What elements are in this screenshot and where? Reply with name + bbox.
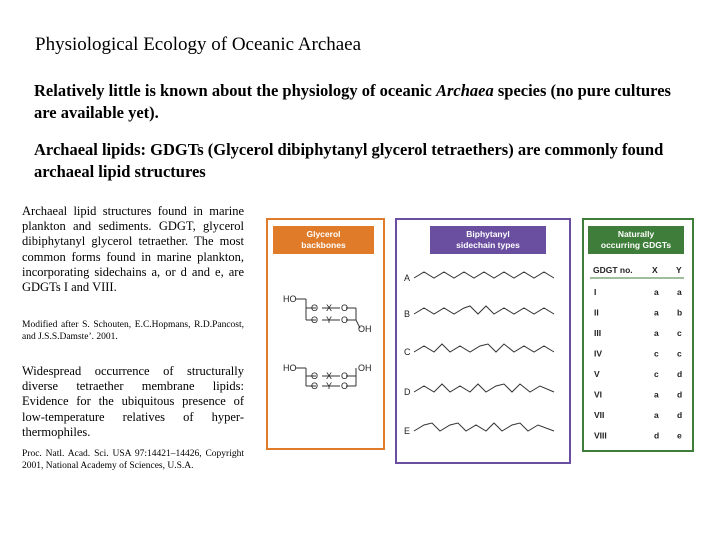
gdgt-table-cell: a: [654, 307, 659, 318]
o-label-2c: O: [341, 371, 349, 381]
gdgt-title-line2: occurring GDGTs: [600, 240, 672, 250]
gdgt-table-cell: d: [677, 410, 683, 420]
oh-label-2: OH: [358, 363, 372, 373]
gdgt-table-cell: a: [654, 328, 659, 338]
sidechain-letter-d: D: [404, 387, 411, 397]
gdgt-table-cell: IV: [594, 348, 603, 359]
oh-label-1: OH: [358, 324, 372, 334]
gdgt-table-cell: d: [654, 430, 660, 441]
x-label-1: X: [326, 303, 333, 313]
gdgt-table-cell: III: [594, 328, 602, 338]
gdgt-table-cell: a: [654, 410, 659, 420]
o-label-1d: O: [341, 315, 349, 325]
glycerol-title-line2: backbones: [301, 240, 346, 250]
table-header-gdgt: GDGT no.: [593, 265, 633, 275]
ho-label-1: HO: [283, 294, 297, 304]
sidechain-letter-a: A: [404, 273, 411, 283]
o-label-2a: O: [311, 371, 319, 381]
gdgt-table-cell: a: [654, 389, 659, 400]
sidechain-title-line1: Biphytanyl: [466, 229, 510, 239]
paper-citation: Proc. Natl. Acad. Sci. USA 97:14421–14426, Copyright 2001, National Academy of Sciences, U.S.A.: [22, 449, 244, 471]
sidechain-e: [414, 423, 554, 431]
gdgt-table-cell: c: [677, 348, 682, 359]
o-label-1c: O: [341, 303, 349, 313]
sidechain-d: [414, 384, 554, 392]
gdgt-table-cell: e: [677, 430, 682, 441]
gdgt-table-cell: c: [654, 348, 659, 359]
gdgt-table-cell: V: [594, 369, 600, 379]
gdgt-table-cell: b: [677, 307, 683, 318]
sidechain-title-line2: sidechain types: [456, 240, 520, 250]
figure-caption: Archaeal lipid structures found in marine plankton and sediments. GDGT, glycerol dibiphytanyl glycerol tetraether. The most common forms found in marine plankton, incorporating sidechains a, or d and e, are GDGTs I and VIII.: [22, 204, 244, 295]
ho-label-2: HO: [283, 363, 297, 373]
gdgt-table-cell: d: [677, 369, 683, 379]
o-label-1b: O: [311, 315, 319, 325]
gdgt-table-cell: d: [677, 389, 683, 400]
table-header-x: X: [652, 265, 658, 275]
gdgt-table-cell: VII: [594, 410, 605, 420]
caption-citation: Modified after S. Schouten, E.C.Hopmans, R.D.Pancost, and J.S.S.Damste’. 2001.: [22, 320, 244, 342]
lipids-paragraph: Archaeal lipids: GDGTs (Glycerol dibiphytanyl glycerol tetraethers) are commonly found archaeal lipid structures: [34, 140, 664, 181]
x-label-2: X: [326, 371, 333, 381]
gdgt-table-cell: a: [654, 287, 659, 297]
o-label-2d: O: [341, 381, 349, 391]
slide-title: Physiological Ecology of Oceanic Archaea: [35, 34, 362, 55]
gdgt-table-cell: VI: [594, 389, 603, 400]
gdgt-table-cell: VIII: [594, 430, 607, 441]
sidechain-b: [414, 306, 554, 314]
gdgt-table-cell: c: [677, 328, 682, 338]
o-label-1a: O: [311, 303, 319, 313]
sidechain-letter-e: E: [404, 426, 411, 436]
intro-post: species (no pure cultures are available yet).: [34, 81, 671, 122]
glycerol-title-line1: Glycerol: [306, 229, 341, 239]
gdgt-table-cell: a: [677, 287, 682, 297]
paper-title: Widespread occurrence of structurally diverse tetraether membrane lipids: Evidence for the ubiquitous presence of low-temperature relatives of hyper-thermophiles.: [22, 364, 244, 439]
sidechain-c: [414, 344, 554, 352]
y-label-1: Y: [326, 315, 333, 325]
gdgt-table-cell: I: [594, 287, 597, 297]
sidechain-a: [414, 272, 554, 278]
gdgt-table-cell: II: [594, 307, 599, 318]
gdgt-title-line1: Naturally: [617, 229, 655, 239]
gdgt-table-rows: [594, 287, 682, 441]
intro-pre: Relatively little is known about the physiology of oceanic: [34, 81, 436, 100]
sidechain-letter-b: B: [404, 309, 411, 319]
gdgt-table-cell: c: [654, 369, 659, 379]
sidechain-letter-c: C: [404, 347, 411, 357]
intro-italic: Archaea: [435, 81, 494, 100]
y-label-2: Y: [326, 381, 333, 391]
o-label-2b: O: [311, 381, 319, 391]
table-header-y: Y: [676, 265, 682, 275]
